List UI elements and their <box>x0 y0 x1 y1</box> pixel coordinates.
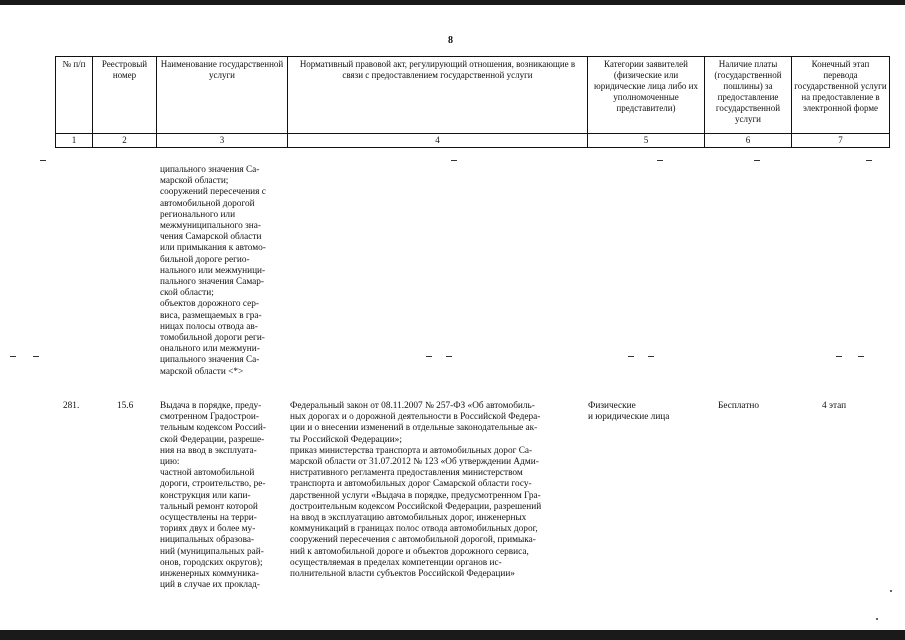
service-name-text <box>160 401 287 591</box>
continuation-line: марской области; <box>160 176 229 187</box>
law-line: нистративного регламента предоставления министерством <box>290 468 523 479</box>
scan-mark <box>754 160 760 161</box>
bottom-scan-border <box>0 630 905 640</box>
continuation-line: или примыкания к автомо- <box>160 243 266 254</box>
header-col-fee: Наличие платы (государственной пошлины) за предоставление государственной услуги <box>705 57 792 134</box>
continuation-line: марской области <*> <box>160 366 244 377</box>
continuation-line: автомобильной дорогой <box>160 198 255 209</box>
law-line: ных дорогах и о дорожной деятельности в Российской Федера- <box>290 412 541 423</box>
law-line: коммуникаций в границах полос отвода автомобильных дорог, <box>290 524 538 535</box>
registry-table-header <box>55 56 890 148</box>
law-line: приказ министерства транспорта и автомобильных дорог Са- <box>290 445 533 456</box>
service-line: конструкция или капи- <box>160 490 251 501</box>
header-number-7: 7 <box>792 134 890 148</box>
service-line: ториях двух и более му- <box>160 524 256 535</box>
continuation-line: томобильной дороги реги- <box>160 333 265 344</box>
header-number-2: 2 <box>93 134 157 148</box>
service-line: ний (муниципальных рай- <box>160 546 264 557</box>
service-line: дороги, строительство, ре- <box>160 479 266 490</box>
header-col-law: Нормативный правовой акт, регулирующий отношения, возникающие в связи с предоставлением государственной услуги <box>288 57 588 134</box>
continuation-line: бильной дороге регио- <box>160 254 250 265</box>
header-col-registry: Реестровый номер <box>93 57 157 134</box>
scan-mark <box>657 160 663 161</box>
applicants-line: Физические <box>588 401 636 411</box>
scan-mark <box>451 160 457 161</box>
continuation-line: ципального значения Са- <box>160 165 260 175</box>
scan-mark <box>628 356 634 357</box>
law-line: на ввод в эксплуатацию автомобильных дорог, инженерных <box>290 513 527 524</box>
continuation-line: виса, размещаемых в гра- <box>160 310 262 321</box>
continuation-line: чения Самарской области <box>160 232 262 243</box>
law-line: ции и о внесении изменений в отдельные законодательные ак- <box>290 423 538 434</box>
service-line: ния на ввод в эксплуата- <box>160 445 257 456</box>
law-line: марской области от 31.07.2012 № 123 «Об утверждении Адми- <box>290 457 539 468</box>
header-col-stage: Конечный этап перевода государственной услуги на предоставление в электронной форме <box>792 57 890 134</box>
continuation-line: ской области; <box>160 288 214 299</box>
service-line: ской Федерации, разреше- <box>160 434 265 445</box>
continuation-line: ципального значения Са- <box>160 355 260 366</box>
header-number-4: 4 <box>288 134 588 148</box>
law-line: ты Российской Федерации»; <box>290 434 402 445</box>
law-line: ний к автомобильной дороге и объектов дорожного сервиса, <box>290 546 529 557</box>
scan-mark <box>836 356 842 357</box>
header-number-6: 6 <box>705 134 792 148</box>
scan-mark <box>40 160 46 161</box>
scan-mark <box>866 160 872 161</box>
continuation-line: объектов дорожного сер- <box>160 299 259 310</box>
header-col-num: № п/п <box>56 57 93 134</box>
law-line: достроительным кодексом Российской Федерации, разрешений <box>290 501 542 512</box>
service-line: цию: <box>160 457 180 468</box>
continuation-service-text <box>160 165 287 378</box>
service-line: онов, городских округов); <box>160 557 263 568</box>
continuation-line: нального или межмуници- <box>160 265 266 276</box>
row-number: 281. <box>63 401 80 411</box>
stage-value: 4 этап <box>822 401 847 411</box>
continuation-line: онального или межмуни- <box>160 344 260 355</box>
law-line: дарственной услуги «Выдача в порядке, предусмотренном Гра- <box>290 490 541 501</box>
service-line: ниципальных образова- <box>160 535 255 546</box>
law-line: сооружений пересечения с автомобильной дорогой, примыка- <box>290 535 536 546</box>
law-line: Федеральный закон от 08.11.2007 № 257-ФЗ «Об автомобиль- <box>290 401 535 411</box>
header-number-5: 5 <box>588 134 705 148</box>
continuation-line: сооружений пересечения с <box>160 187 266 198</box>
service-line: тальный ремонт которой <box>160 501 258 512</box>
service-line: осуществлены на терри- <box>160 513 257 524</box>
page-number: 8 <box>448 35 453 46</box>
top-scan-border <box>0 0 905 5</box>
service-line: ций в случае их проклад- <box>160 580 260 591</box>
normative-act-text <box>290 401 584 580</box>
header-col-service: Наименование государственной услуги <box>157 57 288 134</box>
law-line: транспорта и автомобильных дорог Самарской области госу- <box>290 479 532 490</box>
fee-value: Бесплатно <box>718 401 760 411</box>
service-line: Выдача в порядке, преду- <box>160 401 262 411</box>
scan-mark <box>33 356 39 357</box>
service-line: смотренном Градострои- <box>160 412 259 423</box>
law-line: осуществляемая в пределах компетенции органов ис- <box>290 557 502 568</box>
header-number-1: 1 <box>56 134 93 148</box>
law-line: полнительной власти субъектов Российской Федерации» <box>290 569 515 580</box>
service-line: тельным кодексом Россий- <box>160 423 266 434</box>
applicants-line: и юридические лица <box>588 412 670 423</box>
scan-mark <box>446 356 452 357</box>
scan-mark <box>10 356 16 357</box>
header-col-applicants: Категории заявителей (физические или юридические лица либо их уполномоченные представители) <box>588 57 705 134</box>
scan-mark <box>858 356 864 357</box>
header-number-3: 3 <box>157 134 288 148</box>
scan-dot <box>890 590 892 592</box>
service-line: инженерных коммуника- <box>160 569 259 580</box>
registry-number: 15.6 <box>117 401 134 411</box>
continuation-line: ницах полосы отвода ав- <box>160 321 258 332</box>
continuation-line: пального значения Самар- <box>160 277 265 288</box>
applicants-text <box>588 401 706 423</box>
service-line: частной автомобильной <box>160 468 255 479</box>
scan-mark <box>648 356 654 357</box>
continuation-line: межмуниципального зна- <box>160 221 261 232</box>
scan-mark <box>426 356 432 357</box>
scan-dot <box>876 618 878 620</box>
continuation-line: регионального или <box>160 209 236 220</box>
